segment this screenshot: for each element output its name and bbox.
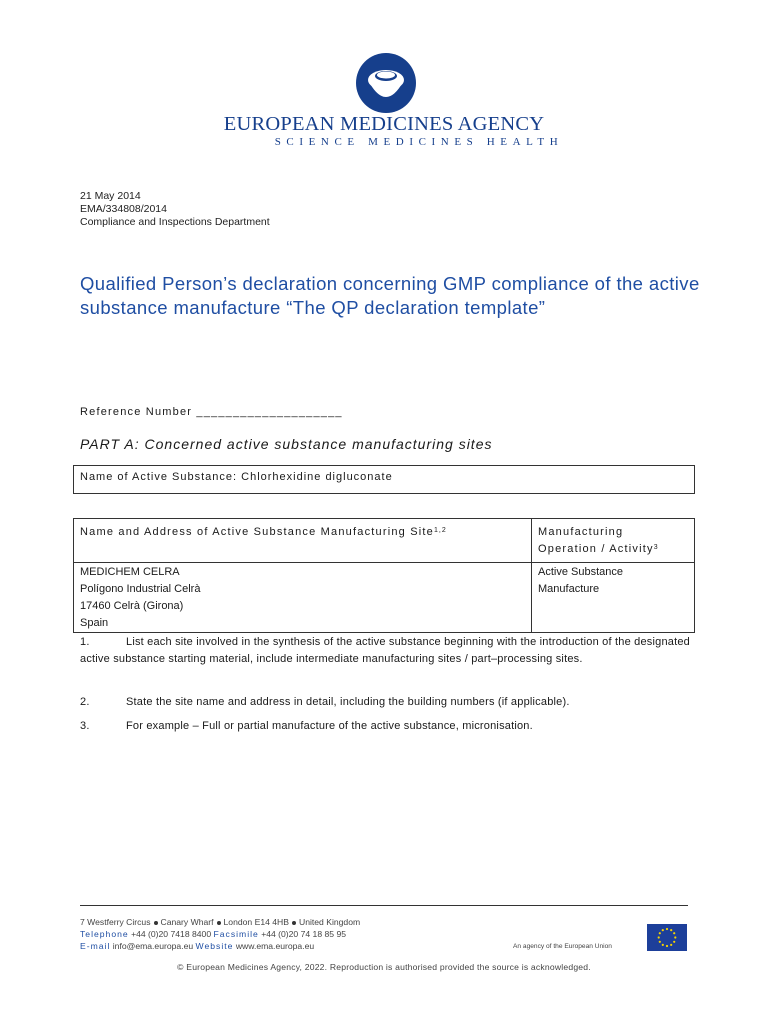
document-title: Qualified Person’s declaration concerning GMP compliance of the active substance manufacture “The QP declaration template”	[80, 273, 700, 318]
operation-line: Manufacture	[538, 583, 600, 595]
site-column-header: Name and Address of Active Substance Manufacturing Site$^{1,2}$	[74, 519, 532, 563]
document-department: Compliance and Inspections Department	[80, 216, 270, 228]
agency-tagline: SCIENCE MEDICINES HEALTH	[274, 136, 564, 148]
part-a-heading: PART A: Concerned active substance manufacturing sites	[80, 436, 493, 452]
website-link[interactable]: www.ema.europa.eu	[235, 941, 315, 951]
active-substance-cell: Name of Active Substance: Chlorhexidine digluconate	[74, 466, 695, 494]
document-reference: EMA/334808/2014	[80, 203, 167, 215]
document-date: 21 May 2014	[80, 190, 141, 202]
eu-agency-text: An agency of the European Union	[513, 943, 612, 950]
footer-address: 7 Westferry Circus Canary Wharf London E14 4HB United Kingdom	[80, 917, 361, 927]
bullet-icon	[292, 921, 296, 925]
footnote-ref: 3	[653, 544, 659, 551]
agency-name: EUROPEAN MEDICINES AGENCY	[223, 113, 545, 135]
footer-email-web	[80, 940, 360, 952]
site-line: 17460 Celrà (Girona)	[80, 600, 184, 612]
active-substance-table	[73, 465, 695, 494]
footnote-2: 2. State the site name and address in detail, including the building numbers (if applicable).	[80, 696, 570, 708]
footer-divider	[80, 905, 688, 906]
operation-cell	[532, 563, 695, 633]
telephone-label: Telephone	[80, 929, 129, 939]
eu-flag-icon	[647, 924, 687, 951]
ema-logo-icon	[355, 52, 417, 114]
operation-column-header: Manufacturing Operation / Activity$^3$	[532, 519, 695, 563]
manufacturing-sites-table	[73, 518, 695, 633]
website-label: Website	[195, 941, 234, 951]
email-label: E-mail	[80, 941, 111, 951]
footer-contact	[80, 916, 360, 952]
fax-label: Facsimile	[213, 929, 259, 939]
footnote-1: 1. List each site involved in the synthesis of the active substance beginning with the introduction of the designated active substance starting material, include intermediate manufacturing sites / part–processing sites.	[80, 636, 690, 665]
fax-number: +44 (0)20 74 18 85 95	[261, 929, 347, 939]
site-address-cell	[74, 563, 532, 633]
site-line: Spain	[80, 617, 109, 629]
footnote-ref: 1,2	[434, 527, 447, 534]
operation-line: Active Substance	[538, 566, 623, 578]
reference-number-line: Reference Number ____________________	[80, 406, 343, 418]
bullet-icon	[154, 921, 158, 925]
footnote-3: 3. For example – Full or partial manufacture of the active substance, micronisation.	[80, 720, 533, 732]
footer-phone-fax	[80, 928, 360, 940]
document-meta	[80, 190, 270, 229]
copyright-notice: © European Medicines Agency, 2022. Reproduction is authorised provided the source is acknowledged.	[177, 962, 591, 972]
site-line: MEDICHEM CELRA	[80, 566, 180, 578]
bullet-icon	[217, 921, 221, 925]
telephone-number: +44 (0)20 7418 8400	[131, 929, 212, 939]
email-link[interactable]: info@ema.europa.eu	[112, 941, 194, 951]
site-line: Polígono Industrial Celrà	[80, 583, 201, 595]
